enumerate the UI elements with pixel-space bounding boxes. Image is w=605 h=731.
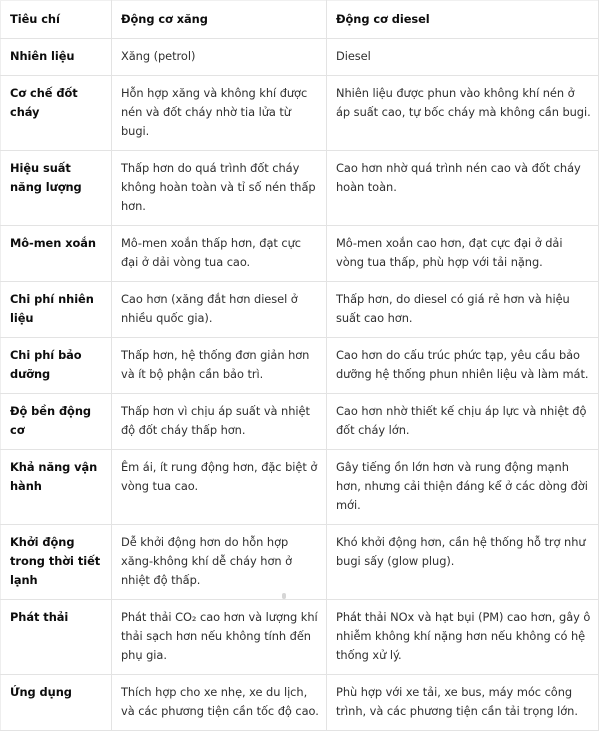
row-criteria: Ứng dụng [1, 675, 112, 731]
table-row [1, 76, 599, 151]
row-petrol-value: Mô-men xoắn thấp hơn, đạt cực đại ở dải vòng tua cao. [112, 226, 327, 282]
row-criteria: Phát thải [1, 600, 112, 675]
table-header-row [1, 1, 599, 39]
table-row [1, 282, 599, 338]
header-criteria: Tiêu chí [1, 1, 112, 39]
row-criteria: Cơ chế đốt cháy [1, 76, 112, 151]
row-petrol-value: Thấp hơn, hệ thống đơn giản hơn và ít bộ phận cần bảo trì. [112, 338, 327, 394]
row-diesel-value: Cao hơn nhờ thiết kế chịu áp lực và nhiệt độ đốt cháy lớn. [327, 394, 599, 450]
row-diesel-value: Khó khởi động hơn, cần hệ thống hỗ trợ như bugi sấy (glow plug). [327, 525, 599, 600]
row-petrol-value: Êm ái, ít rung động hơn, đặc biệt ở vòng tua cao. [112, 450, 327, 525]
row-petrol-value: Cao hơn (xăng đắt hơn diesel ở nhiều quốc gia). [112, 282, 327, 338]
row-diesel-value: Cao hơn nhờ quá trình nén cao và đốt cháy hoàn toàn. [327, 151, 599, 226]
row-criteria: Hiệu suất năng lượng [1, 151, 112, 226]
table-row [1, 226, 599, 282]
table-row [1, 394, 599, 450]
table-row [1, 600, 599, 675]
row-criteria: Nhiên liệu [1, 39, 112, 76]
row-petrol-value: Thích hợp cho xe nhẹ, xe du lịch, và các phương tiện cần tốc độ cao. [112, 675, 327, 731]
table-row [1, 450, 599, 525]
table-row [1, 151, 599, 226]
row-criteria: Độ bền động cơ [1, 394, 112, 450]
row-diesel-value: Gây tiếng ồn lớn hơn và rung động mạnh hơn, nhưng cải thiện đáng kể ở các dòng đời mới. [327, 450, 599, 525]
row-petrol-value: Thấp hơn vì chịu áp suất và nhiệt độ đốt cháy thấp hơn. [112, 394, 327, 450]
table-row [1, 525, 599, 600]
scroll-indicator[interactable] [282, 593, 286, 599]
row-criteria: Chi phí nhiên liệu [1, 282, 112, 338]
row-criteria: Chi phí bảo dưỡng [1, 338, 112, 394]
row-criteria: Khả năng vận hành [1, 450, 112, 525]
row-diesel-value: Diesel [327, 39, 599, 76]
row-diesel-value: Phù hợp với xe tải, xe bus, máy móc công trình, và các phương tiện cần tải trọng lớn. [327, 675, 599, 731]
row-petrol-value: Thấp hơn do quá trình đốt cháy không hoàn toàn và tỉ số nén thấp hơn. [112, 151, 327, 226]
row-diesel-value: Mô-men xoắn cao hơn, đạt cực đại ở dải vòng tua thấp, phù hợp với tải nặng. [327, 226, 599, 282]
row-petrol-value: Xăng (petrol) [112, 39, 327, 76]
row-criteria: Mô-men xoắn [1, 226, 112, 282]
table-row [1, 338, 599, 394]
header-petrol-engine: Động cơ xăng [112, 1, 327, 39]
row-diesel-value: Nhiên liệu được phun vào không khí nén ở áp suất cao, tự bốc cháy mà không cần bugi. [327, 76, 599, 151]
row-petrol-value: Phát thải CO₂ cao hơn và lượng khí thải sạch hơn nếu không tính đến phụ gia. [112, 600, 327, 675]
header-diesel-engine: Động cơ diesel [327, 1, 599, 39]
table-row [1, 675, 599, 731]
row-diesel-value: Cao hơn do cấu trúc phức tạp, yêu cầu bảo dưỡng hệ thống phun nhiên liệu và làm mát. [327, 338, 599, 394]
row-diesel-value: Phát thải NOx và hạt bụi (PM) cao hơn, gây ô nhiễm không khí nặng hơn nếu không có hệ thống xử lý. [327, 600, 599, 675]
row-criteria: Khởi động trong thời tiết lạnh [1, 525, 112, 600]
row-petrol-value: Hỗn hợp xăng và không khí được nén và đốt cháy nhờ tia lửa từ bugi. [112, 76, 327, 151]
table-row [1, 39, 599, 76]
row-diesel-value: Thấp hơn, do diesel có giá rẻ hơn và hiệu suất cao hơn. [327, 282, 599, 338]
row-petrol-value: Dễ khởi động hơn do hỗn hợp xăng-không khí dễ cháy hơn ở nhiệt độ thấp. [112, 525, 327, 600]
